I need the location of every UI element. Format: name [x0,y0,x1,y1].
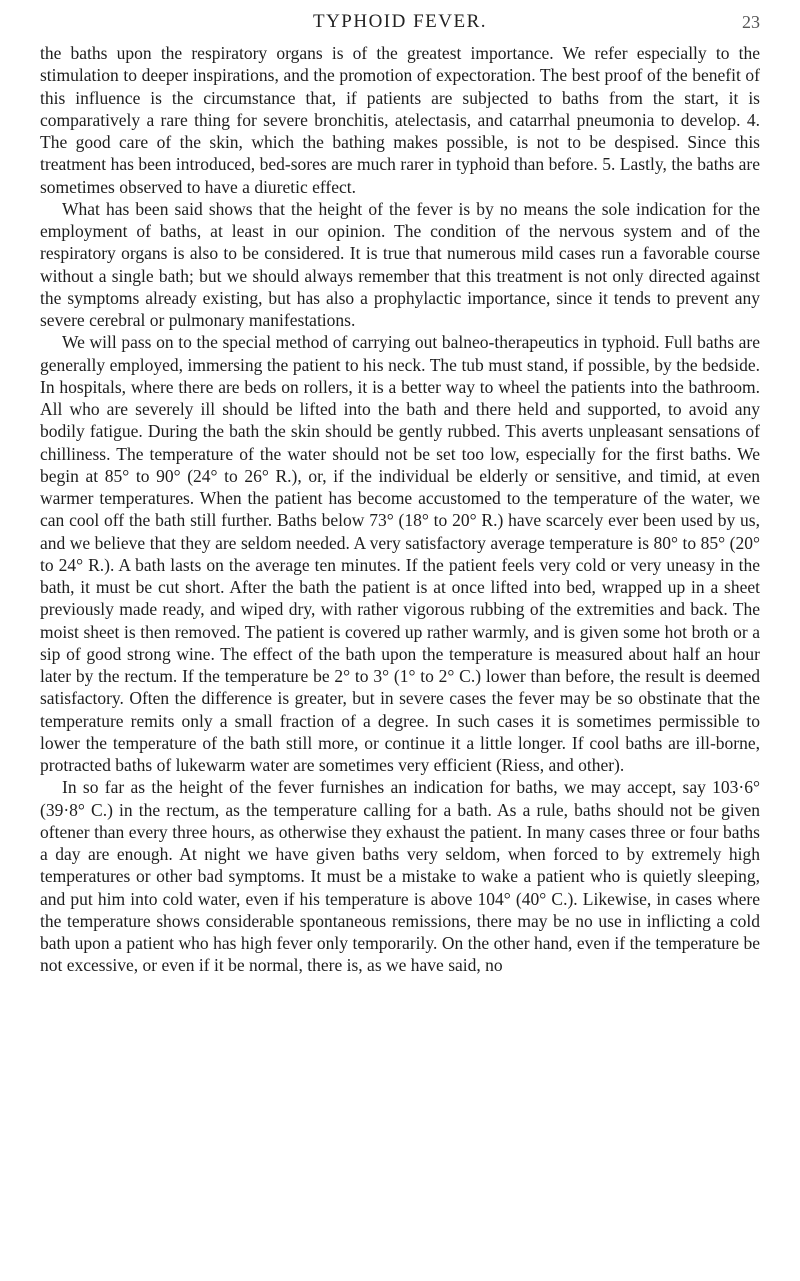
paragraph-2: What has been said shows that the height of the fever is by no means the sole indication for the employment of baths, at least in our opinion. The condition of the nervous system and of the respiratory organs is also to be considered. It is true that numerous mild cases run a favorable course without a single bath; but we should always remember that this treatment is not only directed against the symptoms already existing, but has also a prophylactic importance, since it tends to prevent any severe cerebral or pulmonary manifestations. [40,198,760,330]
running-title: TYPHOID FEVER. [312,11,488,32]
running-head [40,8,760,36]
paragraph-3: We will pass on to the special method of carrying out balneo-therapeutics in typhoid. Full baths are generally employed, immersing the patient to his neck. The tub must stand, if possible, by the bedside. In hospitals, where there are beds on rollers, it is a better way to wheel the patients into the bathroom. All who are severely ill should be lifted into the bath and there held and supported, to avoid any bodily fatigue. During the bath the skin should be gently rubbed. This averts unpleasant sensations of chilliness. The temperature of the water should not be set too low, especially for the first baths. We begin at 85° to 90° (24° to 26° R.), or, if the individual be elderly or sensitive, and timid, at even warmer temperatures. When the patient has become accustomed to the temperature of the water, we can cool off the bath still further. Baths below 73° (18° to 20° R.) have scarcely ever been used by us, and we believe that they are seldom needed. A very satisfactory average temperature is 80° to 85° (20° to 24° R.). A bath lasts on the average ten minutes. If the patient feels very cold or very uneasy in the bath, it must be cut short. After the bath the patient is at once lifted into bed, wrapped up in a sheet previously made ready, and wiped dry, with rather vigorous rubbing of the extremities and back. The moist sheet is then removed. The patient is covered up rather warmly, and is given some hot broth or a sip of good strong wine. The effect of the bath upon the temperature is measured about half an hour later by the rectum. If the temperature be 2° to 3° (1° to 2° C.) lower than before, the result is deemed satisfactory. Often the difference is greater, but in severe cases the fever may be so obstinate that the temperature remits only a small fraction of a degree. In such cases it is sometimes permissible to lower the temperature of the bath still more, or continue it a little longer. If cool baths are ill-borne, protracted baths of lukewarm water are sometimes very efficient (Riess, and other). [40,332,760,775]
body-text [40,42,760,977]
paragraph-4: In so far as the height of the fever furnishes an indication for baths, we may accept, say 103·6° (39·8° C.) in the rectum, as the temperature calling for a bath. As a rule, baths should not be given oftener than every three hours, as otherwise they exhaust the patient. In many cases three or four baths a day are enough. At night we have given baths very seldom, when forced to by extremely high temperatures or other bad symptoms. It must be a mistake to wake a patient who is quietly sleeping, and put him into cold water, even if his temperature is above 104° (40° C.). Likewise, in cases where the temperature shows considerable spontaneous remissions, there may be no use in inflicting a cold bath upon a patient who has high fever only temporarily. On the other hand, even if the temperature be not excessive, or even if it be normal, there is, as we have said, no [40,777,760,976]
paragraph-1: the baths upon the respiratory organs is of the greatest importance. We refer especially to the stimulation to deeper inspirations, and the promotion of expectoration. The best proof of the benefit of this influence is the circumstance that, if patients are subjected to baths from the start, it is comparatively a rare thing for severe bronchitis, atelectasis, and catarrhal pneumonia to develop. 4. The good care of the skin, which the bathing makes possible, is not to be despised. Since this treatment has been introduced, bed-sores are much rarer in typhoid than before. 5. Lastly, the baths are sometimes observed to have a diuretic effect. [40,43,760,197]
page-number: 23 [742,12,760,32]
